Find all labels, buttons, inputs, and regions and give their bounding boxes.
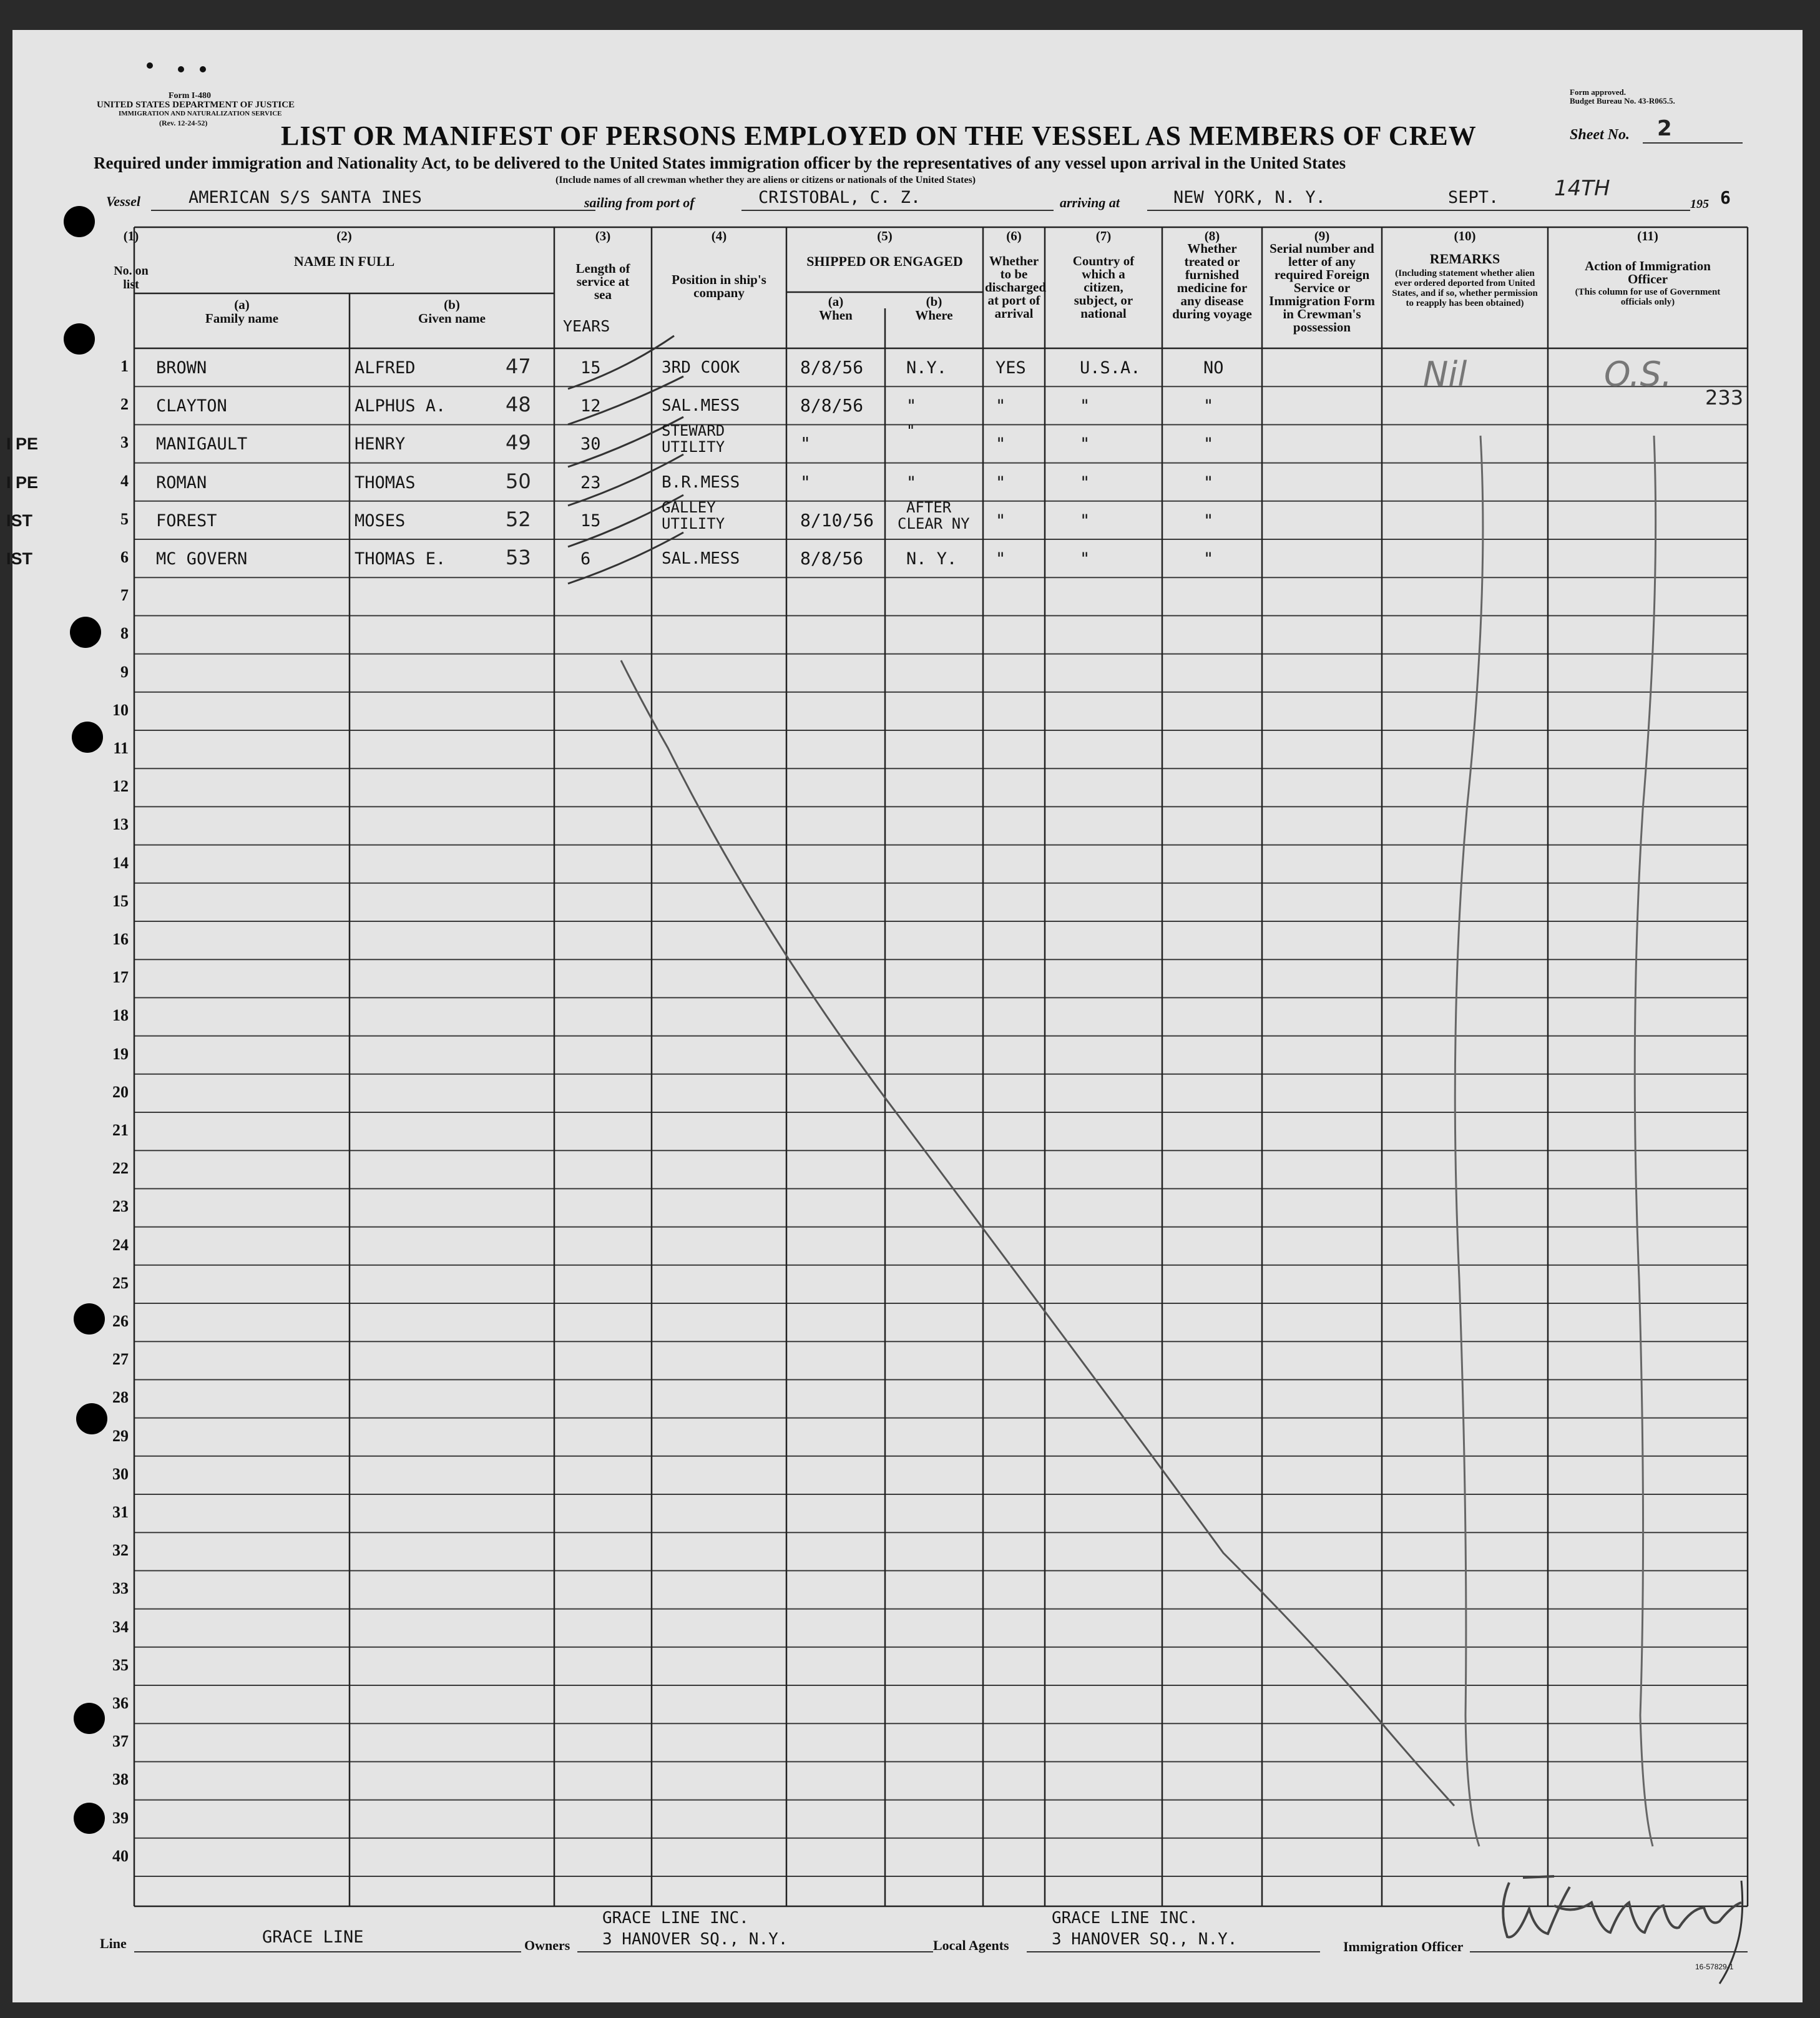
col-10-note: (Including statement whether alien ever ordered deported from United States, and if so, whether permission to reapply has been obtained) <box>1392 268 1538 308</box>
crew-tag-number: 47 <box>506 355 531 378</box>
row-number: 19 <box>112 1044 129 1063</box>
crew-margin-note: IST <box>6 549 33 568</box>
row-number: 34 <box>112 1617 129 1636</box>
row-number: 27 <box>112 1350 129 1369</box>
crew-service-years: 15 <box>580 511 601 531</box>
agents-label: Local Agents <box>933 1937 1009 1953</box>
agents-name: GRACE LINE INC. <box>1052 1909 1198 1927</box>
row-number: 38 <box>112 1770 129 1789</box>
col-3-unit: YEARS <box>563 317 610 335</box>
col-2-header: NAME IN FULL <box>293 253 395 269</box>
crew-shipped-where: N.Y. <box>906 358 947 378</box>
crew-tag-number: 52 <box>506 507 531 531</box>
col-2a-header: Family name <box>205 311 279 326</box>
row-number: 30 <box>112 1464 129 1483</box>
row-number: 17 <box>112 968 129 987</box>
crew-shipped-where: " <box>906 396 917 416</box>
col-6-header: Whether to be discharged at port of arrival <box>985 253 1047 321</box>
crew-shipped-where: " <box>906 473 917 492</box>
vessel-name: AMERICAN S/S SANTA INES <box>188 188 422 207</box>
arrival-day: 14TH <box>1554 176 1610 201</box>
col-10-header: REMARKS <box>1429 251 1500 267</box>
crew-family-name: BROWN <box>156 358 207 378</box>
crew-tag-number: 48 <box>506 393 531 417</box>
sheet-number: 2 <box>1657 116 1672 141</box>
crew-treated: " <box>1203 396 1214 416</box>
crew-margin-note: I PE <box>6 473 39 492</box>
manifest-sheet <box>6 30 1803 2002</box>
col-7-number: (7) <box>1095 228 1112 243</box>
crew-shipped-when: " <box>800 471 811 492</box>
budget-bureau: Budget Bureau No. 43-R065.5. <box>1570 96 1675 105</box>
department-name: UNITED STATES DEPARTMENT OF JUSTICE <box>97 100 295 110</box>
crew-family-name: MANIGAULT <box>156 434 248 454</box>
crew-service-years: 12 <box>580 396 601 416</box>
row-number: 22 <box>112 1159 129 1178</box>
crew-treated: " <box>1203 549 1214 569</box>
action-handwriting: O.S. <box>1604 355 1672 394</box>
row-number: 7 <box>120 586 129 605</box>
col-11-header: Action of Immigration Officer <box>1585 258 1711 287</box>
col-5-number: (5) <box>877 228 893 243</box>
crew-position: STEWARD <box>662 422 725 440</box>
col-4-header: Position in ship's company <box>672 272 766 300</box>
col-8-header: Whether treated or furnished medicine for any disease during voyage <box>1172 241 1252 321</box>
row-number: 16 <box>112 930 129 948</box>
crew-treated: " <box>1203 511 1214 531</box>
crew-country: " <box>1080 396 1090 416</box>
row-number: 13 <box>112 815 129 834</box>
crew-country: " <box>1080 549 1090 569</box>
row-number: 28 <box>112 1388 129 1407</box>
row-number: 39 <box>112 1808 129 1827</box>
crew-discharged: YES <box>996 358 1026 378</box>
row-number: 29 <box>112 1426 129 1445</box>
row-number: 33 <box>112 1579 129 1598</box>
col-11-number: (11) <box>1637 228 1658 243</box>
row-number: 6 <box>120 548 129 566</box>
year-prefix: 195 <box>1690 197 1709 211</box>
officer-signature <box>12 30 1803 2002</box>
col-6-number: (6) <box>1006 228 1022 243</box>
crew-given-name: ALFRED <box>355 358 416 378</box>
crew-given-name: HENRY <box>355 434 406 454</box>
crew-tag-number: 49 <box>506 431 531 455</box>
row-number: 10 <box>112 700 129 719</box>
crew-discharged: " <box>996 396 1006 416</box>
sailing-port: CRISTOBAL, C. Z. <box>758 188 921 207</box>
row-number: 37 <box>112 1732 129 1751</box>
include-note: (Include names of all crewman whether they are aliens or citizens or nationals of the United States) <box>555 175 976 185</box>
crew-margin-note: I PE <box>6 434 39 454</box>
crew-treated: " <box>1203 473 1214 492</box>
crew-discharged: " <box>996 473 1006 492</box>
crew-service-years: 30 <box>580 434 601 454</box>
crew-service-years: 6 <box>580 549 591 569</box>
crew-tag-number: 53 <box>506 546 531 569</box>
col-11-note: (This column for use of Government officials only) <box>1575 287 1721 307</box>
row-number: 9 <box>120 662 129 681</box>
col-8-number: (8) <box>1204 228 1220 243</box>
crew-position: SAL.MESS <box>662 549 740 568</box>
crew-position: B.R.MESS <box>662 473 740 492</box>
crew-family-name: CLAYTON <box>156 396 227 416</box>
crew-position: SAL.MESS <box>662 396 740 416</box>
crew-given-name: THOMAS E. <box>355 549 446 569</box>
crew-shipped-when: " <box>800 433 811 454</box>
page-title: LIST OR MANIFEST OF PERSONS EMPLOYED ON THE VESSEL AS MEMBERS OF CREW <box>281 120 1477 151</box>
col-9-number: (9) <box>1314 228 1330 243</box>
crew-country: " <box>1080 511 1090 531</box>
vessel-label: Vessel <box>106 193 140 209</box>
crew-service-years: 23 <box>580 473 601 492</box>
col-2b-header: Given name <box>418 311 486 326</box>
row-number: 23 <box>112 1197 129 1216</box>
crew-country: U.S.A. <box>1080 358 1141 378</box>
col-10-number: (10) <box>1454 228 1476 243</box>
crew-family-name: FOREST <box>156 511 217 531</box>
col-9-header: Serial number and letter of any required Foreign Service or Immigration Form in Crewman's possession <box>1269 241 1375 335</box>
agents-address: 3 HANOVER SQ., N.Y. <box>1052 1930 1238 1949</box>
stamp-number: 233 <box>1705 386 1744 409</box>
form-approved: Form approved. <box>1570 87 1627 97</box>
crew-treated: NO <box>1203 358 1224 378</box>
col-3-header: Length of service at sea <box>575 261 630 302</box>
crew-shipped-where-line-2: CLEAR NY <box>898 514 970 532</box>
subtitle: Required under immigration and Nationality Act, to be delivered to the United States immigration officer by the representatives of any vessel upon arrival in the United States <box>94 154 1346 172</box>
crew-shipped-where: AFTER <box>906 498 952 516</box>
crew-treated: " <box>1203 434 1214 454</box>
year-suffix: 6 <box>1720 187 1731 208</box>
col-5a-header: When <box>819 308 853 323</box>
row-number: 40 <box>112 1846 129 1865</box>
crew-discharged: " <box>996 511 1006 531</box>
row-number: 1 <box>120 357 129 375</box>
row-number: 35 <box>112 1655 129 1674</box>
print-code: 16-57829-1 <box>1695 1962 1734 1971</box>
crew-family-name: ROMAN <box>156 473 207 492</box>
col-5-header: SHIPPED OR ENGAGED <box>806 253 963 269</box>
crew-country: " <box>1080 434 1090 454</box>
crew-discharged: " <box>996 434 1006 454</box>
line-name: GRACE LINE <box>262 1927 364 1947</box>
arriving-label: arriving at <box>1060 195 1120 210</box>
crew-given-name: THOMAS <box>355 473 416 492</box>
officer-label: Immigration Officer <box>1343 1939 1464 1954</box>
col-3-number: (3) <box>595 228 611 243</box>
row-number: 36 <box>112 1694 129 1712</box>
col-7-header: Country of which a citizen, subject, or national <box>1072 253 1135 321</box>
crew-margin-note: IST <box>6 511 33 530</box>
crew-position-line-2: UTILITY <box>662 438 725 456</box>
arriving-port: NEW YORK, N. Y. <box>1173 188 1326 207</box>
row-number: 12 <box>112 777 129 796</box>
line-label: Line <box>100 1936 127 1951</box>
row-number: 11 <box>113 739 129 757</box>
service-name: IMMIGRATION AND NATURALIZATION SERVICE <box>119 110 282 117</box>
col-2b-number: (b) <box>444 297 460 312</box>
arrival-month: SEPT. <box>1448 188 1499 207</box>
row-number: 24 <box>112 1235 129 1254</box>
row-number: 15 <box>112 891 129 910</box>
row-number: 18 <box>112 1006 129 1025</box>
crew-shipped-when: 8/8/56 <box>800 548 864 569</box>
row-number: 32 <box>112 1541 129 1560</box>
crew-shipped-where: " <box>906 422 916 440</box>
row-number: 21 <box>112 1121 129 1139</box>
row-number: 25 <box>112 1273 129 1292</box>
owners-name: GRACE LINE INC. <box>602 1909 749 1927</box>
form-number: Form I-480 <box>169 91 212 100</box>
crew-service-years: 15 <box>580 358 601 378</box>
col-1-number: (1) <box>123 228 139 243</box>
revision-date: (Rev. 12-24-52) <box>159 119 208 127</box>
crew-shipped-where: N. Y. <box>906 549 957 569</box>
col-2-number: (2) <box>336 228 352 243</box>
row-number: 14 <box>112 853 129 872</box>
col-5a-number: (a) <box>828 294 844 309</box>
remarks-handwriting: Nil <box>1423 355 1467 394</box>
crew-shipped-when: 8/10/56 <box>800 509 874 531</box>
crew-position: 3RD COOK <box>662 358 740 377</box>
crew-shipped-when: 8/8/56 <box>800 395 864 416</box>
crew-given-name: MOSES <box>355 511 406 531</box>
owners-label: Owners <box>524 1937 570 1953</box>
crew-shipped-when: 8/8/56 <box>800 357 864 378</box>
col-1-header: No. on list <box>114 264 149 291</box>
row-number: 8 <box>120 624 129 643</box>
col-2a-number: (a) <box>234 297 250 312</box>
crew-country: " <box>1080 473 1090 492</box>
row-number: 5 <box>120 509 129 528</box>
crew-position: GALLEY <box>662 498 716 516</box>
row-number: 4 <box>120 471 129 490</box>
owners-address: 3 HANOVER SQ., N.Y. <box>602 1930 788 1949</box>
row-number: 26 <box>112 1312 129 1330</box>
crew-family-name: MC GOVERN <box>156 549 248 569</box>
row-number: 20 <box>112 1082 129 1101</box>
col-4-number: (4) <box>711 228 727 243</box>
crew-position-line-2: UTILITY <box>662 514 725 532</box>
sheet-label: Sheet No. <box>1570 127 1630 143</box>
row-number: 3 <box>120 433 129 452</box>
sailing-label: sailing from port of <box>584 195 695 210</box>
row-number: 2 <box>120 395 129 414</box>
crew-discharged: " <box>996 549 1006 569</box>
row-number: 31 <box>112 1503 129 1521</box>
col-5b-header: Where <box>915 308 953 323</box>
crew-given-name: ALPHUS A. <box>355 396 446 416</box>
col-5b-number: (b) <box>926 294 942 309</box>
crew-tag-number: 50 <box>506 469 531 493</box>
